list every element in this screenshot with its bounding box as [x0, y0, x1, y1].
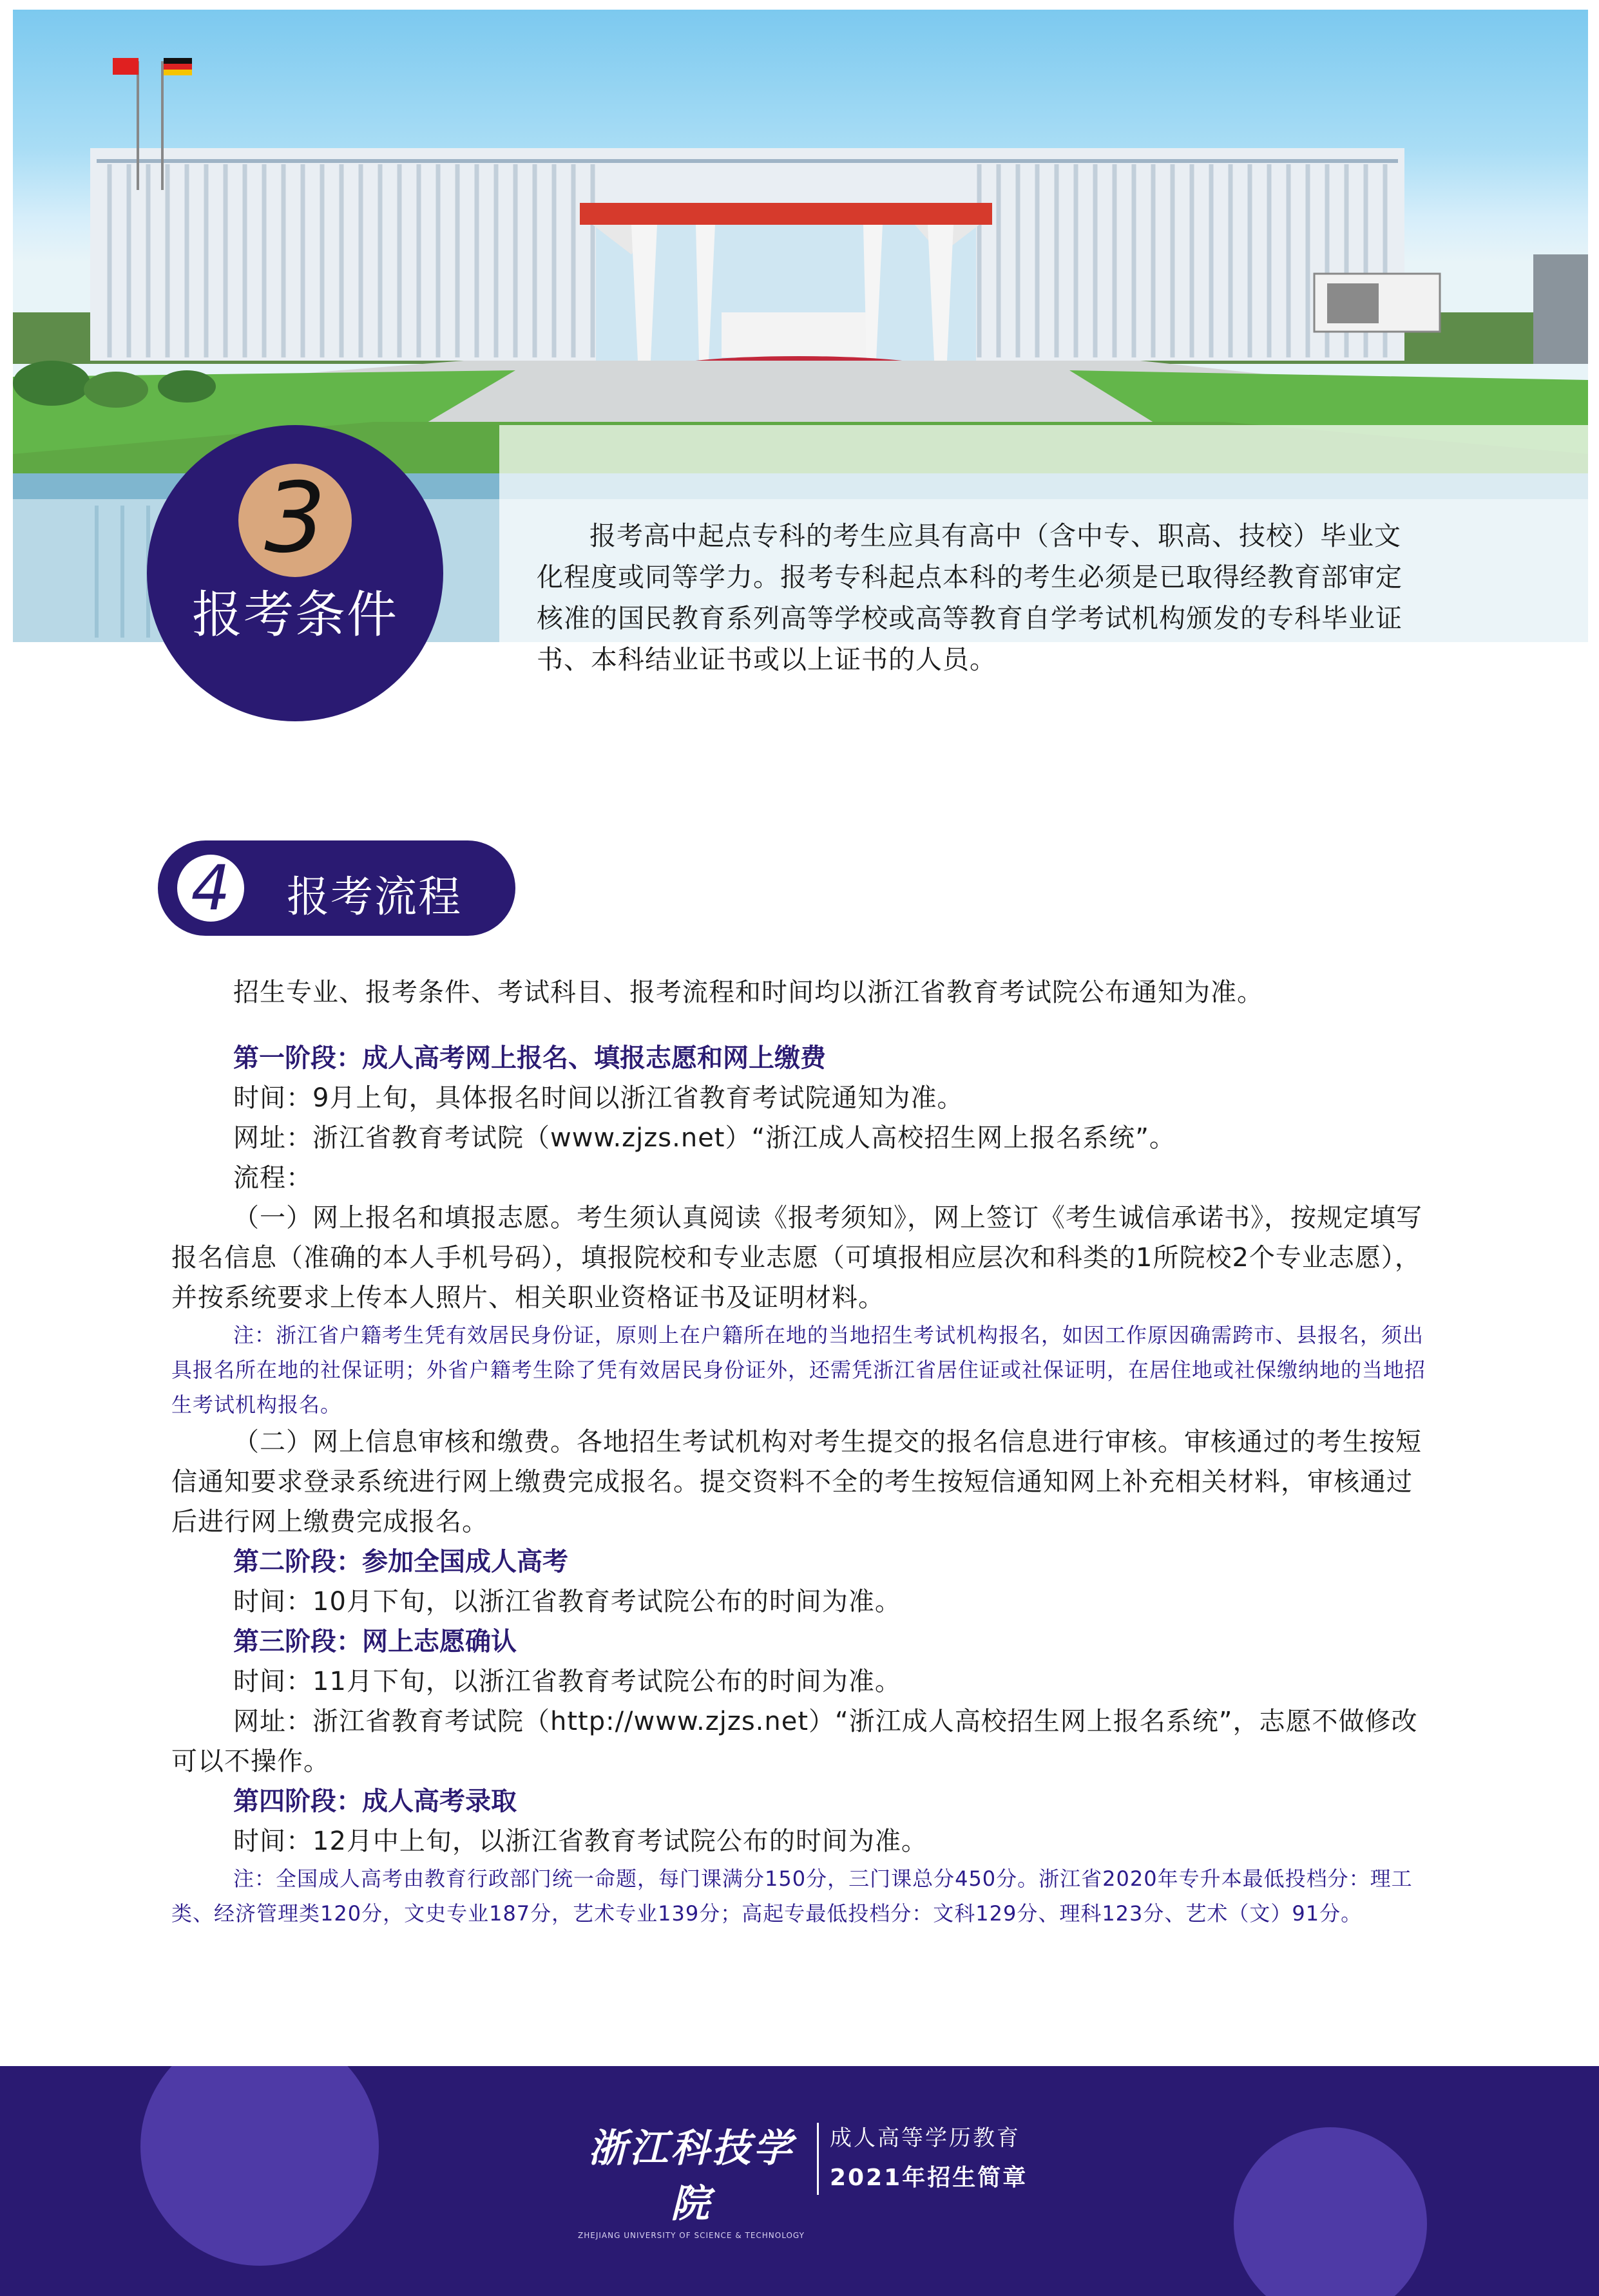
section-3-number: 3	[264, 462, 326, 574]
stage-4-note: 注：全国成人高考由教育行政部门统一命题，每门课满分150分，三门课总分450分。浙江省2020年专升本最低投档分：理工类、经济管理类120分，文史专业187分，艺术专业139分；高起专最低投档分：文科129分、理科123分、艺术（文）91分。	[171, 1866, 1413, 1926]
university-name-en: ZHEJIANG UNIVERSITY OF SCIENCE & TECHNOLOGY	[578, 2231, 805, 2240]
footer-divider	[817, 2123, 819, 2195]
stage-4-time: 时间：12月中上旬，以浙江省教育考试院公布的时间为准。	[233, 1826, 928, 1856]
stage-3-heading: 第三阶段：网上志愿确认	[233, 1627, 517, 1656]
stage-1-time: 时间：9月上旬，具体报名时间以浙江省教育考试院通知为准。	[233, 1083, 964, 1113]
conditions-text: 报考高中起点专科的考生应具有高中（含中专、职高、技校）毕业文化程度或同等学力。报考专科起点本科的考生必须是已取得经教育部审定核准的国民教育系列高等学校或高等教育自学考试机构颁发的专科毕业证书、本科结业证书或以上证书的人员。	[537, 520, 1403, 675]
stage-1-step-1: （一）网上报名和填报志愿。考生须认真阅读《报考须知》，网上签订《考生诚信承诺书》，按规定填写报名信息（准确的本人手机号码），填报院校和专业志愿（可填报相应层次和科类的1所院校2个专业志愿），并按系统要求上传本人照片、相关职业资格证书及证明材料。	[171, 1203, 1422, 1313]
process-content	[171, 972, 1434, 1931]
stage-1-step-2: （二）网上信息审核和缴费。各地招生考试机构对考生提交的报名信息进行审核。审核通过的考生按短信通知要求登录系统进行网上缴费完成报名。提交资料不全的考生按短信通知网上补充相关材料，审核通过后进行网上缴费完成报名。	[171, 1427, 1422, 1537]
stage-1-note: 注：浙江省户籍考生凭有效居民身份证，原则上在户籍所在地的当地招生考试机构报名，如因工作原因确需跨市、县报名，须出具报名所在地的社保证明；外省户籍考生除了凭有效居民身份证外，还需凭浙江省居住证或社保证明，在居住地或社保缴纳地的当地招生考试机构报名。	[171, 1323, 1426, 1417]
section-4-number: 4	[191, 852, 231, 924]
stage-2-heading: 第二阶段：参加全国成人高考	[233, 1547, 568, 1577]
stage-1-process-label: 流程：	[233, 1163, 312, 1193]
section-4-title: 报考流程	[287, 872, 462, 922]
footer	[0, 2066, 1599, 2296]
stage-2-time: 时间：10月下旬，以浙江省教育考试院公布的时间为准。	[233, 1587, 901, 1617]
section-4-number-badge	[177, 852, 244, 924]
section-3-number-badge	[238, 464, 352, 577]
stage-4-heading: 第四阶段：成人高考录取	[233, 1787, 517, 1816]
stage-3-url: 网址：浙江省教育考试院（http://www.zjzs.net）“浙江成人高校招生网上报名系统”，志愿不做修改可以不操作。	[171, 1707, 1418, 1776]
footer-decor-circle-right	[1234, 2127, 1427, 2296]
stage-1-url: 网址：浙江省教育考试院（www.zjzs.net）“浙江成人高校招生网上报名系统”。	[233, 1123, 1176, 1153]
university-logo	[572, 2118, 810, 2240]
brochure-title	[830, 2120, 1028, 2192]
section-4-heading	[158, 840, 515, 936]
brochure-line-2: 2021年招生简章	[830, 2165, 1028, 2191]
brochure-line-1: 成人高等学历教育	[830, 2125, 1020, 2151]
footer-decor-circle-left	[140, 2066, 379, 2266]
section-3-title: 报考条件	[191, 586, 398, 644]
university-name-cn: 浙江科技学院	[588, 2126, 794, 2226]
stage-1-heading: 第一阶段：成人高考网上报名、填报志愿和网上缴费	[233, 1043, 826, 1073]
section-3-badge	[147, 425, 443, 721]
intro-text: 招生专业、报考条件、考试科目、报考流程和时间均以浙江省教育考试院公布通知为准。	[233, 978, 1263, 1007]
stage-3-time: 时间：11月下旬，以浙江省教育考试院公布的时间为准。	[233, 1667, 901, 1696]
